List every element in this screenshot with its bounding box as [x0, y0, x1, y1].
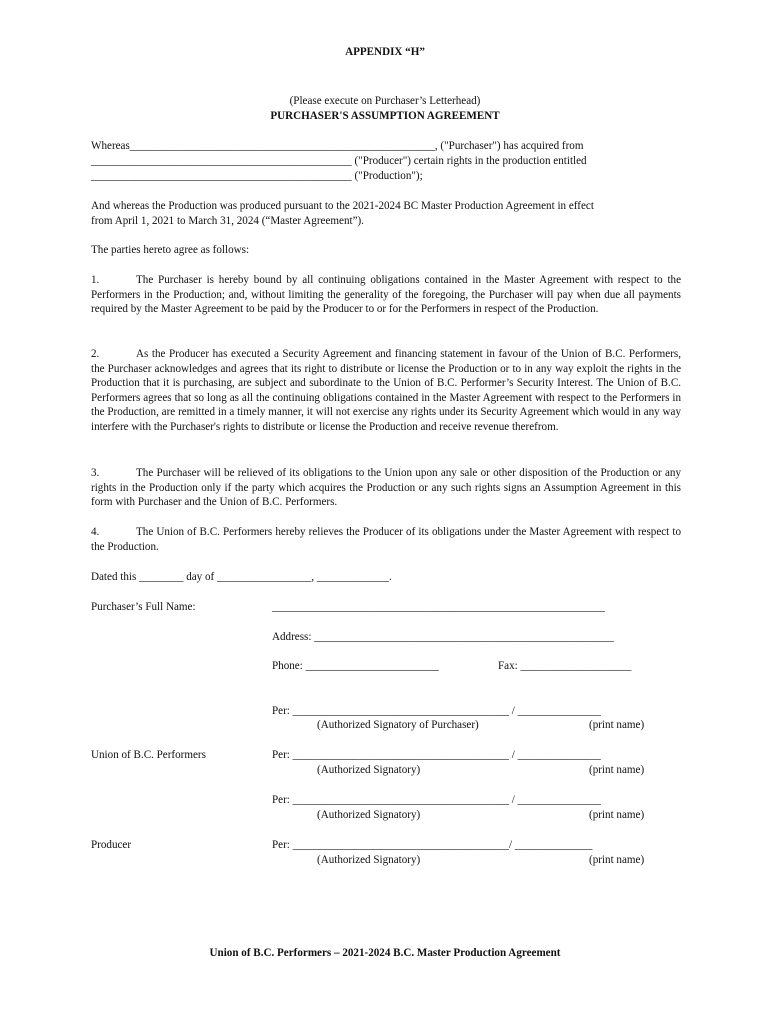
clause-number: 1.	[91, 274, 100, 286]
clause-4	[91, 525, 681, 554]
whereas-line-3: _______________________________________________ ("Production");	[91, 170, 423, 182]
clause-number: 4.	[91, 526, 100, 538]
clause-number: 3.	[91, 467, 100, 479]
clause-2	[91, 347, 681, 434]
clause-1	[91, 273, 681, 317]
fax-line: Fax: ____________________	[498, 660, 632, 672]
clause-3	[91, 466, 681, 510]
clause-text: The Purchaser is hereby bound by all continuing obligations contained in the Master Agreement with respect to the Performers in the Production; and, without limiting the generality of the foregoing, the Purchaser will pay when due all payments required by the Master Agreement to be paid by the Producer to or for the Performers in respect of the Production.	[91, 274, 681, 315]
page-footer: Union of B.C. Performers – 2021-2024 B.C. Master Production Agreement	[209, 947, 561, 959]
producer-signature-line: Per: _______________________________________/ ______________	[272, 839, 593, 851]
and-whereas-line-1: And whereas the Production was produced pursuant to the 2021-2024 BC Master Production Agreement in effect	[91, 200, 594, 212]
third-signatory-caption: (Authorized Signatory)	[317, 809, 421, 821]
producer-print-name-caption: (print name)	[589, 854, 645, 866]
purchaser-label: Purchaser’s Full Name:	[91, 601, 196, 613]
purchaser-signature-line: Per: _______________________________________ / _______________	[272, 705, 601, 717]
dated-line: Dated this ________ day of _________________, _____________.	[91, 571, 392, 583]
whereas-line-1: Whereas_______________________________________________________, ("Purchaser") has acquired from	[91, 140, 584, 152]
whereas-line-2: _______________________________________________ ("Producer") certain rights in the production entitled	[91, 155, 587, 167]
document-title: PURCHASER'S ASSUMPTION AGREEMENT	[270, 110, 500, 122]
purchaser-signatory-caption: (Authorized Signatory of Purchaser)	[317, 719, 479, 731]
union-signatory-caption: (Authorized Signatory)	[317, 764, 421, 776]
clause-text: The Purchaser will be relieved of its obligations to the Union upon any sale or other disposition of the Production or any rights in the Production only if the party which acquires the Production or any such rights signs an Assumption Agreement in this form with Purchaser and the Union of B.C. Performers.	[91, 467, 681, 508]
producer-signatory-caption: (Authorized Signatory)	[317, 854, 421, 866]
clause-text: As the Producer has executed a Security Agreement and financing statement in favour of the Union of B.C. Performers, the Purchaser acknowledges and agrees that its right to distribute or license the Production or to in any way exploit the rights in the Production that it is purchasing, are subject and subordinate to the Union of B.C. Performer’s Security Interest. The Union of B.C. Performers agrees that so long as all the continuing obligations contained in the Master Agreement with respect to the Performers in the Production, are remitted in a timely manner, it will not exercise any rights under its Security Agreement which would in any way interfere with the Purchaser's rights to distribute or license the Production and receive revenue therefrom.	[91, 348, 681, 433]
and-whereas-line-2: from April 1, 2021 to March 31, 2024 (“Master Agreement”).	[91, 215, 364, 227]
purchaser-print-name-caption: (print name)	[589, 719, 645, 731]
agreement-intro: The parties hereto agree as follows:	[91, 244, 250, 256]
purchaser-name-line: ____________________________________________________________	[272, 601, 605, 613]
union-signature-line: Per: _______________________________________ / _______________	[272, 749, 601, 761]
clause-number: 2.	[91, 348, 100, 360]
third-print-name-caption: (print name)	[589, 809, 645, 821]
phone-line: Phone: ________________________	[272, 660, 439, 672]
address-line: Address: ______________________________________________________	[272, 631, 614, 643]
producer-party-label: Producer	[91, 839, 132, 851]
union-party-label: Union of B.C. Performers	[91, 749, 206, 761]
third-signature-line: Per: _______________________________________ / _______________	[272, 794, 601, 806]
execution-instruction: (Please execute on Purchaser’s Letterhead)	[289, 95, 481, 107]
union-print-name-caption: (print name)	[589, 764, 645, 776]
appendix-heading: APPENDIX “H”	[345, 46, 425, 58]
clause-text: The Union of B.C. Performers hereby relieves the Producer of its obligations under the Master Agreement with respect to the Production.	[91, 526, 681, 553]
